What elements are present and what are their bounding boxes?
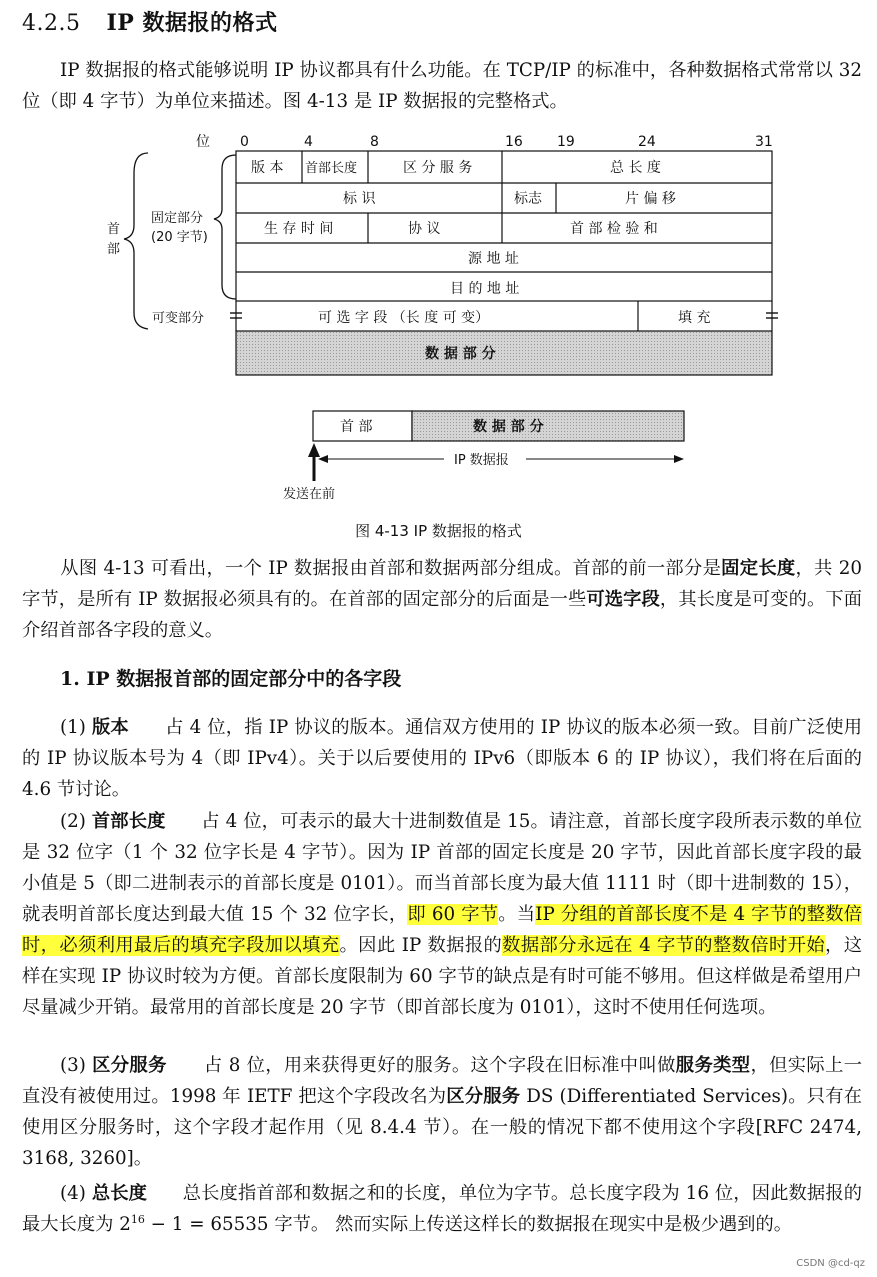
- bottom-data-box: [412, 411, 684, 441]
- exponent: 16: [130, 1212, 145, 1226]
- term-total-length: 总长度: [91, 1183, 148, 1204]
- bit-0: 0: [240, 134, 249, 150]
- header-brace: [124, 153, 148, 329]
- field-version: 版 本: [251, 160, 284, 176]
- ip-datagram-diagram: [0, 125, 877, 545]
- watermark: CSDN @cd-qz: [796, 1258, 865, 1269]
- datagram-arrowhead-right: [674, 455, 684, 463]
- term-ds-2: 区分服务: [446, 1086, 521, 1107]
- bit-label: 位: [196, 134, 210, 150]
- paragraph-overview: 从图 4-13 可看出，一个 IP 数据报由首部和数据两部分组成。首部的前一部分是固定长度，共 20 字节，是所有 IP 数据报必须具有的。在首部的固定部分的后面是一些可选字段，其长度是可变的。下面介绍首部各字段的意义。: [22, 558, 863, 641]
- field-ds: 区 分 服 务: [403, 160, 473, 176]
- bit-4: 4: [304, 134, 313, 150]
- field-ttl: 生 存 时 间: [264, 221, 334, 237]
- field-ihl: 首部长度: [305, 161, 358, 176]
- brace-header-label-1: 首: [107, 222, 121, 237]
- brace-header-label-2: 部: [107, 242, 121, 257]
- field-identification: 标 识: [343, 191, 376, 207]
- term-service-type: 服务类型: [675, 1055, 751, 1076]
- brace-variable-label: 可变部分: [152, 311, 205, 326]
- intro-text: IP 数据报的格式能够说明 IP 协议都具有什么功能。在 TCP/IP 的标准中，各种数据格式常常以 32 位（即 4 字节）为单位来描述。图 4-13 是 IP 数据报的完整格式。: [22, 60, 862, 112]
- term-fixed-length: 固定长度: [721, 558, 796, 579]
- fixed-brace: [214, 155, 236, 299]
- field-src-address: 源 地 址: [468, 251, 519, 267]
- section-number: 4.2.5: [22, 11, 81, 36]
- bit-16: 16: [505, 134, 523, 150]
- field-dst-address: 目 的 地 址: [450, 281, 520, 297]
- item-version: (1) 版本 占 4 位，指 IP 协议的版本。通信双方使用的 IP 协议的版本必须一致。目前广泛使用的 IP 协议版本号为 4（即 IPv4）。关于以后要使用的 IPv6（即版本 6 的 IP 协议），我们将在后面的 4.6 节讨论。: [22, 717, 863, 800]
- bottom-header-label: 首 部: [340, 419, 373, 435]
- term-version: 版本: [91, 717, 129, 738]
- section-title: IP 数据报的格式: [106, 10, 278, 36]
- field-data: 数 据 部 分: [425, 346, 496, 362]
- send-first-label: 发送在前: [283, 487, 336, 502]
- field-flags: 标志: [514, 191, 542, 207]
- send-first-arrowhead: [308, 443, 320, 457]
- bottom-data-label: 数 据 部 分: [473, 419, 544, 435]
- subheading: 1. IP 数据报首部的固定部分中的各字段: [60, 668, 402, 690]
- field-fragment-offset: 片 偏 移: [625, 191, 676, 207]
- field-options: 可 选 字 段 （长 度 可 变）: [318, 310, 490, 326]
- highlight-data-alignment: 数据部分永远在 4 字节的整数倍时开始: [502, 935, 826, 956]
- bit-24: 24: [638, 134, 656, 150]
- item-differentiated-services: (3) 区分服务 占 8 位，用来获得更好的服务。这个字段在旧标准中叫做服务类型，但实际上一直没有被使用过。1998 年 IETF 把这个字段改名为区分服务 DS (Differentiated Services)。只有在使用区分服务时，这个字段才起作用（见 8.4.4 节）。在一般的情况下都不使用这个字段[RFC 2474, 3168, 3260]。: [22, 1055, 863, 1169]
- term-header-length: 首部长度: [91, 811, 166, 832]
- section-heading: [22, 6, 277, 37]
- bit-8: 8: [370, 134, 379, 150]
- brace-fixed-size: (20 字节): [151, 230, 208, 245]
- bit-19: 19: [557, 134, 575, 150]
- brace-fixed-label: 固定部分: [151, 211, 204, 226]
- term-options: 可选字段: [586, 589, 660, 610]
- field-checksum: 首 部 检 验 和: [570, 221, 658, 237]
- field-total-length: 总 长 度: [610, 160, 661, 176]
- data-part-box: [236, 331, 772, 375]
- intro-paragraph: [22, 55, 862, 117]
- term-ds: 区分服务: [92, 1055, 167, 1076]
- highlight-padding-rule: IP 分组的首部长度不是 4 字节的整数倍时，必须利用最后的填充字段加以填充: [22, 904, 863, 956]
- figure-caption: 图 4-13 IP 数据报的格式: [355, 522, 522, 540]
- field-padding: 填 充: [678, 310, 711, 326]
- field-protocol: 协 议: [408, 221, 441, 237]
- item-header-length: (2) 首部长度 占 4 位，可表示的最大十进制数值是 15。请注意，首部长度字段所表示数的单位是 32 位字（1 个 32 位字长是 4 字节）。因为 IP 首部的固定长度是 20 字节，因此首部长度字段的最小值是 5（即二进制表示的首部长度是 0101）。而当首部长度为最大值 1111 时（即十进制数的 15），就表明首部长度达到最大值 15 个 32 位字长，即 60 字节。当IP 分组的首部长度不是 4 字节的整数倍时，必须利用最后的填充字段加以填充。因此 IP 数据报的数据部分永远在 4 字节的整数倍时开始，这样在实现 IP 协议时较为方便。首部长度限制为 60 字节的缺点是有时可能不够用。但这样做是希望用户尽量减少开销。最常用的首部长度是 20 字节（即首部长度为 0101），这时不使用任何选项。: [22, 811, 863, 1018]
- datagram-label: IP 数据报: [454, 453, 509, 468]
- item-total-length: (4) 总长度 总长度指首部和数据之和的长度，单位为字节。总长度字段为 16 位，因此数据报的最大长度为 $2^{16} - 1 = 65535$ 字节。 然而实际上传送这样长的数据报在现实中是极少遇到的。: [22, 1183, 863, 1235]
- bit-31: 31: [755, 134, 773, 150]
- highlight-60-bytes: 即 60 字节: [407, 904, 499, 925]
